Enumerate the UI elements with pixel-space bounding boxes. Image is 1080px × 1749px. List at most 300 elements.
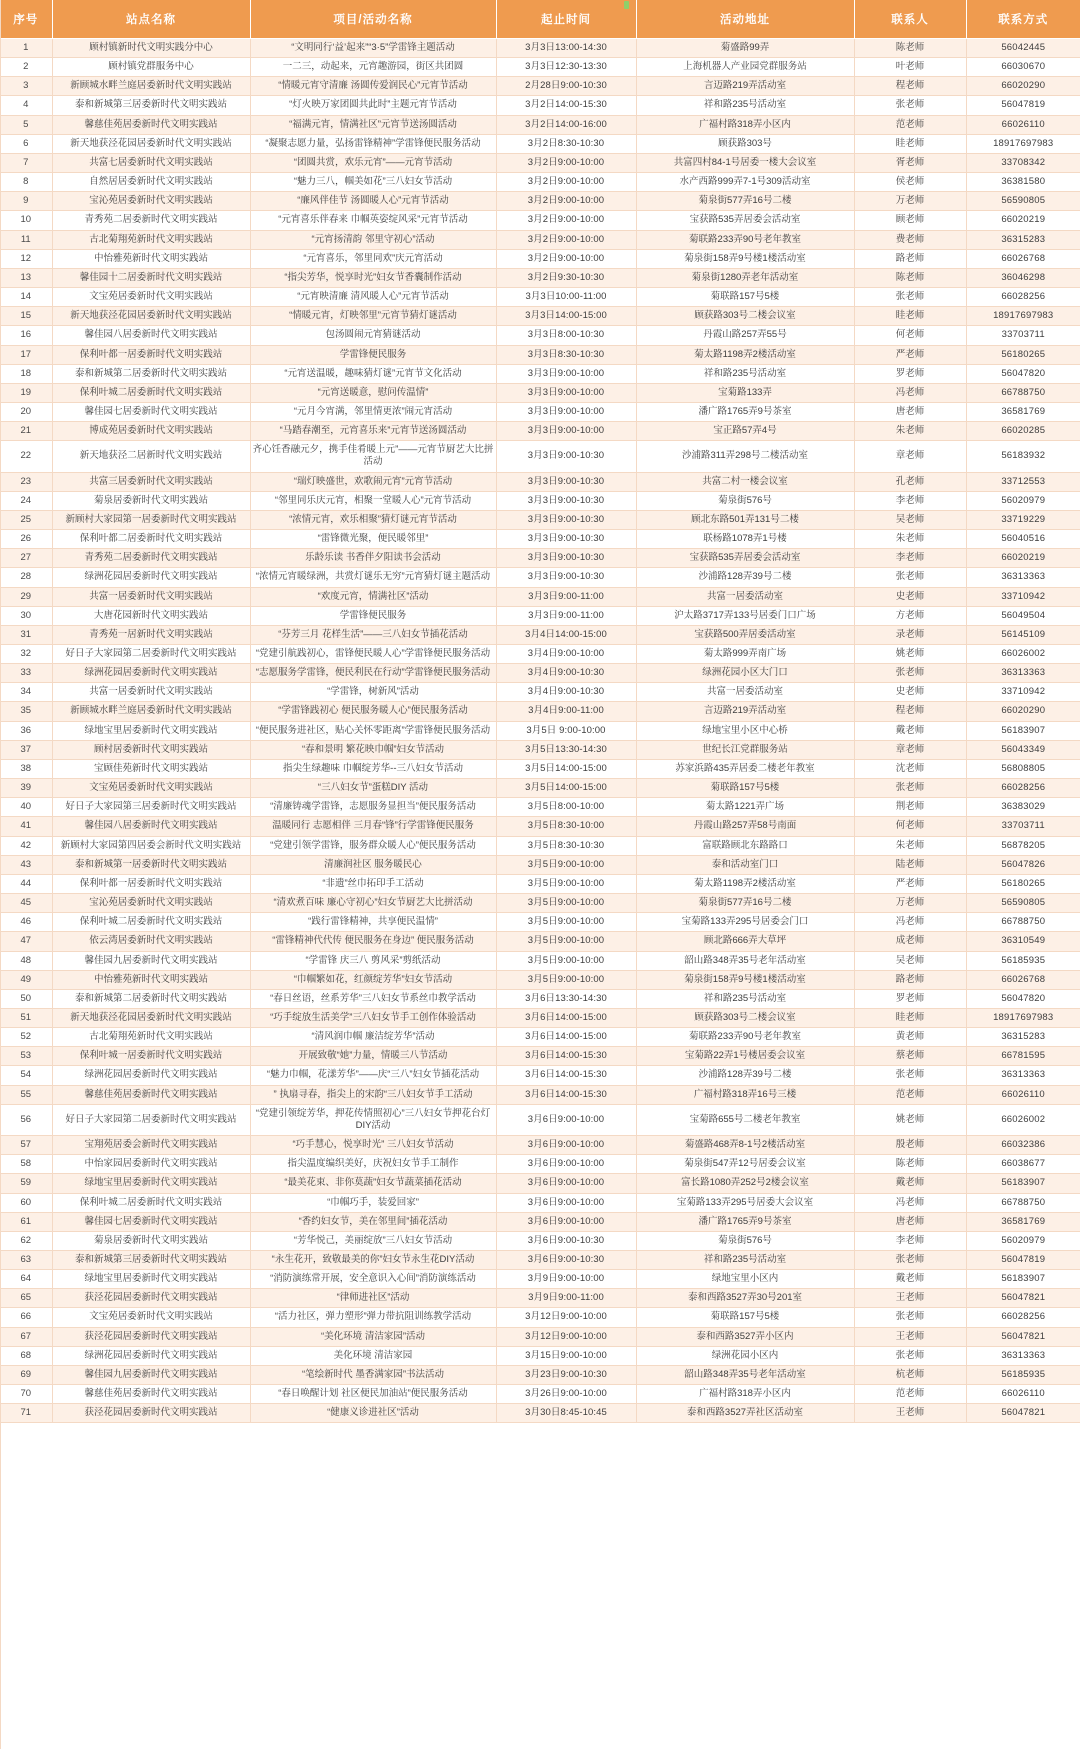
cell-site: 馨佳园八居委新时代文明实践站 — [52, 326, 250, 345]
cell-time: 3月3日9:00-10:30 — [496, 510, 636, 529]
cell-activity: “巧手绽放生活美学”三八妇女节手工创作体验活动 — [250, 1008, 496, 1027]
cell-address: 潘广路1765弄9号茶室 — [636, 1212, 854, 1231]
cell-contact: 严老师 — [854, 874, 966, 893]
cell-address: 绿地宝里小区中心桥 — [636, 721, 854, 740]
cell-contact: 唐老师 — [854, 402, 966, 421]
cell-time: 3月3日9:00-10:30 — [496, 472, 636, 491]
table-row — [0, 1231, 1080, 1250]
cell-time: 3月6日9:00-10:00 — [496, 1155, 636, 1174]
cell-activity: “党建引领绽芳华，押花传情照初心”三八妇女节押花台灯DIY活动 — [250, 1104, 496, 1135]
cell-time: 3月3日9:00-10:00 — [496, 364, 636, 383]
cell-activity: “芳华悦己，美丽绽放”三八妇女节活动 — [250, 1231, 496, 1250]
cell-site: 博成苑居委新时代文明实践站 — [52, 422, 250, 441]
cell-site: 中怡雅苑新时代文明实践站 — [52, 249, 250, 268]
cell-index: 46 — [0, 913, 52, 932]
cell-address: 苏家浜路435弄居委二楼老年教室 — [636, 759, 854, 778]
table-row — [0, 211, 1080, 230]
cell-contact: 陈老师 — [854, 268, 966, 287]
cell-index: 27 — [0, 549, 52, 568]
cell-contact: 何老师 — [854, 817, 966, 836]
cell-time: 3月6日9:00-10:00 — [496, 1212, 636, 1231]
cell-activity: “团圆共赏，欢乐元宵”——元宵节活动 — [250, 153, 496, 172]
cell-phone: 66028256 — [966, 779, 1080, 798]
cell-site: 依云湾居委新时代文明实践站 — [52, 932, 250, 951]
cell-site: 古北菊翔苑新时代文明实践站 — [52, 1028, 250, 1047]
cell-site: 馨慈佳苑居委新时代文明实践站 — [52, 115, 250, 134]
cell-activity: “浓情元宵暖绿洲，共赏灯谜乐无穷”元宵猜灯谜主题活动 — [250, 568, 496, 587]
table-row — [0, 625, 1080, 644]
cell-activity: “践行雷锋精神，共享便民温情” — [250, 913, 496, 932]
cell-site: 菊泉居委新时代文明实践站 — [52, 1231, 250, 1250]
cell-time: 3月4日9:00-10:00 — [496, 645, 636, 664]
table-row — [0, 702, 1080, 721]
cell-address: 祥和路235号活动室 — [636, 989, 854, 1008]
cell-activity: “情暖元宵，灯映邻里”元宵节猜灯谜活动 — [250, 307, 496, 326]
table-row — [0, 530, 1080, 549]
cell-phone: 33712553 — [966, 472, 1080, 491]
cell-site: 好日子大家园第三居委新时代文明实践站 — [52, 798, 250, 817]
cell-activity: “元宵送温暖，趣味猜灯谜”元宵节文化活动 — [250, 364, 496, 383]
cell-activity: 美化环境 清洁家园 — [250, 1346, 496, 1365]
cell-address: 菊泉街1280弄老年活动室 — [636, 268, 854, 287]
cell-activity: “学雷锋 庆三八 剪风采”剪纸活动 — [250, 951, 496, 970]
table-row — [0, 441, 1080, 472]
cell-time: 3月6日9:00-10:30 — [496, 1251, 636, 1270]
cell-contact: 张老师 — [854, 1346, 966, 1365]
cell-site: 获泾花园居委新时代文明实践站 — [52, 1289, 250, 1308]
cell-address: 菊泉街577弄16号二楼 — [636, 894, 854, 913]
cell-activity: “党建引航践初心，雷锋便民暖人心”学雷锋便民服务活动 — [250, 645, 496, 664]
table-row — [0, 1008, 1080, 1027]
cell-phone: 36313363 — [966, 664, 1080, 683]
cell-address: 菊联路233弄90号老年教室 — [636, 1028, 854, 1047]
table-row — [0, 96, 1080, 115]
cell-index: 14 — [0, 288, 52, 307]
cell-time: 3月5日14:00-15:00 — [496, 779, 636, 798]
cell-time: 3月6日9:00-10:00 — [496, 1136, 636, 1155]
cell-activity: 指尖生绿趣味 巾帼绽芳华--三八妇女节活动 — [250, 759, 496, 778]
cell-phone: 36313363 — [966, 1346, 1080, 1365]
table-row — [0, 268, 1080, 287]
cell-contact: 路老师 — [854, 249, 966, 268]
cell-contact: 张老师 — [854, 288, 966, 307]
cell-site: 新天地获泾花园居委新时代文明实践站 — [52, 1008, 250, 1027]
cell-index: 64 — [0, 1270, 52, 1289]
col-header-address: 活动地址 — [636, 0, 854, 39]
cell-activity: “香约妇女节，美在邻里间”插花活动 — [250, 1212, 496, 1231]
cell-phone: 56183907 — [966, 1270, 1080, 1289]
cell-address: 宝获路535弄居委会活动室 — [636, 549, 854, 568]
cell-time: 3月2日14:00-15:30 — [496, 96, 636, 115]
cell-contact: 李老师 — [854, 1231, 966, 1250]
table-row — [0, 970, 1080, 989]
cell-phone: 18917697983 — [966, 134, 1080, 153]
cell-phone: 18917697983 — [966, 307, 1080, 326]
cell-address: 菊太路999弄南广场 — [636, 645, 854, 664]
table-row — [0, 1270, 1080, 1289]
cell-phone: 66020219 — [966, 549, 1080, 568]
cell-contact: 王老师 — [854, 1289, 966, 1308]
cell-time: 3月3日10:00-11:00 — [496, 288, 636, 307]
cell-contact: 吴老师 — [854, 510, 966, 529]
cell-phone: 66026110 — [966, 1085, 1080, 1104]
cell-index: 49 — [0, 970, 52, 989]
cell-contact: 方老师 — [854, 606, 966, 625]
cell-phone: 66038677 — [966, 1155, 1080, 1174]
cell-time: 3月4日9:00-11:00 — [496, 702, 636, 721]
cell-time: 3月3日12:30-13:30 — [496, 58, 636, 77]
cell-contact: 戴老师 — [854, 721, 966, 740]
table-row — [0, 510, 1080, 529]
cell-site: 新顾村大家园第一居委新时代文明实践站 — [52, 510, 250, 529]
cell-phone: 66020290 — [966, 702, 1080, 721]
cell-address: 共富一居委活动室 — [636, 587, 854, 606]
cell-index: 34 — [0, 683, 52, 702]
cell-address: 宝菊路133弄 — [636, 383, 854, 402]
cell-site: 泰和新城第三居委新时代文明实践站 — [52, 1251, 250, 1270]
cell-index: 48 — [0, 951, 52, 970]
cell-index: 51 — [0, 1008, 52, 1027]
cell-activity: “魅力三八，帼美如花”三八妇女节活动 — [250, 173, 496, 192]
cell-address: 菊联路157号5楼 — [636, 1308, 854, 1327]
cell-phone: 66020290 — [966, 77, 1080, 96]
cell-time: 3月2日9:00-10:00 — [496, 230, 636, 249]
cell-index: 63 — [0, 1251, 52, 1270]
cell-phone: 56047819 — [966, 96, 1080, 115]
cell-index: 23 — [0, 472, 52, 491]
cell-index: 4 — [0, 96, 52, 115]
cell-activity: “学雷锋践初心 便民服务暖人心”便民服务活动 — [250, 702, 496, 721]
cell-index: 15 — [0, 307, 52, 326]
table-row — [0, 39, 1080, 58]
cell-time: 3月5日9:00-10:00 — [496, 874, 636, 893]
col-header-index: 序号 — [0, 0, 52, 39]
cell-phone: 36581769 — [966, 1212, 1080, 1231]
cell-index: 8 — [0, 173, 52, 192]
cell-activity: “元宵扬清韵 邻里守初心”活动 — [250, 230, 496, 249]
cell-address: 沪太路3717弄133号居委门口广场 — [636, 606, 854, 625]
cell-address: 富联路顾北东路路口 — [636, 836, 854, 855]
cell-time: 3月2日9:00-10:00 — [496, 211, 636, 230]
cell-site: 获泾花园居委新时代文明实践站 — [52, 1327, 250, 1346]
cell-activity: “元宵喜乐，邻里同欢”庆元宵活动 — [250, 249, 496, 268]
cell-site: 馨佳园七居委新时代文明实践站 — [52, 402, 250, 421]
cell-activity: “学雷锋，树新风”活动 — [250, 683, 496, 702]
table-row — [0, 1085, 1080, 1104]
cell-time: 3月3日9:00-10:30 — [496, 491, 636, 510]
cell-index: 5 — [0, 115, 52, 134]
cell-index: 26 — [0, 530, 52, 549]
cell-address: 泰和活动室门口 — [636, 855, 854, 874]
cell-contact: 陈老师 — [854, 39, 966, 58]
table-row — [0, 115, 1080, 134]
cell-index: 37 — [0, 740, 52, 759]
table-row — [0, 134, 1080, 153]
cell-site: 宝沁苑居委新时代文明实践站 — [52, 192, 250, 211]
cell-address: 泰和西路3527弄30号201室 — [636, 1289, 854, 1308]
cell-site: 绿地宝里居委新时代文明实践站 — [52, 1270, 250, 1289]
cell-site: 宝翔苑居委会新时代文明实践站 — [52, 1136, 250, 1155]
cell-activity: “芬芳三月 花样生活”——三八妇女节插花活动 — [250, 625, 496, 644]
cell-site: 中怡家园居委新时代文明实践站 — [52, 1155, 250, 1174]
table-row — [0, 913, 1080, 932]
cell-index: 3 — [0, 77, 52, 96]
cell-activity: “廉风伴佳节 汤圆暖人心”元宵节活动 — [250, 192, 496, 211]
cell-site: 馨佳园八居委新时代文明实践站 — [52, 817, 250, 836]
cell-phone: 66026110 — [966, 115, 1080, 134]
cell-address: 宝菊路22弄1号楼居委会议室 — [636, 1047, 854, 1066]
cell-contact: 张老师 — [854, 1066, 966, 1085]
cell-activity: “便民服务进社区，贴心关怀零距离”学雷锋便民服务活动 — [250, 721, 496, 740]
cell-site: 共富一居委新时代文明实践站 — [52, 683, 250, 702]
table-row — [0, 1193, 1080, 1212]
cell-activity: “文明同行‘益’起来”“3·5”学雷锋主题活动 — [250, 39, 496, 58]
table-row — [0, 1327, 1080, 1346]
cell-index: 57 — [0, 1136, 52, 1155]
col-header-activity: 项目/活动名称 — [250, 0, 496, 39]
cell-phone: 33703711 — [966, 326, 1080, 345]
cell-phone: 66020219 — [966, 211, 1080, 230]
cell-phone: 33703711 — [966, 817, 1080, 836]
cell-site: 保利叶城二居委新时代文明实践站 — [52, 1193, 250, 1212]
cell-activity: “清廉铸魂学雷锋，志愿服务显担当”便民服务活动 — [250, 798, 496, 817]
cell-contact: 路老师 — [854, 970, 966, 989]
cell-contact: 罗老师 — [854, 989, 966, 1008]
cell-index: 42 — [0, 836, 52, 855]
cell-index: 60 — [0, 1193, 52, 1212]
cell-contact: 范老师 — [854, 1385, 966, 1404]
table-row — [0, 307, 1080, 326]
cell-activity: “清风润巾帼 廉洁绽芳华”活动 — [250, 1028, 496, 1047]
cell-time: 3月9日9:00-11:00 — [496, 1289, 636, 1308]
table-row — [0, 894, 1080, 913]
cell-address: 菊太路1198弄2楼活动室 — [636, 345, 854, 364]
table-row — [0, 1289, 1080, 1308]
cell-time: 3月6日14:00-15:30 — [496, 1066, 636, 1085]
cell-contact: 黄老师 — [854, 1028, 966, 1047]
cell-activity: “巧手慧心，悦享时光” 三八妇女节活动 — [250, 1136, 496, 1155]
cell-time: 3月6日14:00-15:00 — [496, 1028, 636, 1047]
cell-activity: “元宵喜乐伴春来 巾帼英姿绽风采”元宵节活动 — [250, 211, 496, 230]
cell-phone: 36315283 — [966, 1028, 1080, 1047]
cell-index: 7 — [0, 153, 52, 172]
cell-time: 3月23日9:00-10:30 — [496, 1365, 636, 1384]
cell-site: 保利叶城一居委新时代文明实践站 — [52, 1047, 250, 1066]
cell-activity: 一二三，动起来，元宵趣游园，街区共团圆 — [250, 58, 496, 77]
cell-address: 绿地宝里小区内 — [636, 1270, 854, 1289]
cell-address: 顾获路303号二楼会议室 — [636, 1008, 854, 1027]
cell-site: 青秀苑二居委新时代文明实践站 — [52, 211, 250, 230]
cell-activity: “灯火映万家团圆共此时”主题元宵节活动 — [250, 96, 496, 115]
cell-activity: 学雷锋便民服务 — [250, 606, 496, 625]
cell-time: 3月3日9:00-10:00 — [496, 422, 636, 441]
cell-site: 好日子大家园第二居委新时代文明实践站 — [52, 1104, 250, 1135]
table-row — [0, 1212, 1080, 1231]
cell-address: 菊泉街577弄16号二楼 — [636, 192, 854, 211]
cell-activity: “情暖元宵守清廉 汤圆传爱润民心”元宵节活动 — [250, 77, 496, 96]
cell-address: 水产西路999弄7-1号309活动室 — [636, 173, 854, 192]
cell-site: 新顾城水畔兰庭居委新时代文明实践站 — [52, 702, 250, 721]
cell-contact: 叶老师 — [854, 58, 966, 77]
cell-site: 绿洲花园居委新时代文明实践站 — [52, 664, 250, 683]
cell-activity: “健康义诊进社区”活动 — [250, 1404, 496, 1423]
table-row — [0, 1066, 1080, 1085]
cell-contact: 朱老师 — [854, 836, 966, 855]
cell-site: 馨佳园十二居委新时代文明实践站 — [52, 268, 250, 287]
cell-phone: 56183932 — [966, 441, 1080, 472]
cell-site: 青秀苑一居新时代文明实践站 — [52, 625, 250, 644]
cell-site: 顾村居委新时代文明实践站 — [52, 740, 250, 759]
cell-index: 44 — [0, 874, 52, 893]
cell-time: 3月3日9:00-10:00 — [496, 402, 636, 421]
cell-activity: “消防演练常开展，安全意识入心间”消防演练活动 — [250, 1270, 496, 1289]
cell-site: 顾村镇党群服务中心 — [52, 58, 250, 77]
cell-address: 祥和路235号活动室 — [636, 364, 854, 383]
cell-site: 绿洲花园居委新时代文明实践站 — [52, 1066, 250, 1085]
table-row — [0, 721, 1080, 740]
cell-time: 3月3日9:00-10:00 — [496, 383, 636, 402]
cell-index: 19 — [0, 383, 52, 402]
cell-time: 3月3日9:00-10:30 — [496, 530, 636, 549]
cell-contact: 罗老师 — [854, 364, 966, 383]
table-row — [0, 364, 1080, 383]
table-row — [0, 549, 1080, 568]
cell-site: 绿洲花园居委新时代文明实践站 — [52, 568, 250, 587]
cell-index: 31 — [0, 625, 52, 644]
cell-site: 古北菊翔苑新时代文明实践站 — [52, 230, 250, 249]
cell-address: 世纪长江党群服务站 — [636, 740, 854, 759]
cell-contact: 张老师 — [854, 1251, 966, 1270]
table-row — [0, 288, 1080, 307]
table-row — [0, 568, 1080, 587]
cell-address: 泰和西路3527弄小区内 — [636, 1327, 854, 1346]
cell-index: 24 — [0, 491, 52, 510]
table-row — [0, 192, 1080, 211]
table-row — [0, 1104, 1080, 1135]
cell-contact: 张老师 — [854, 96, 966, 115]
col-header-time: 起止时间 — [496, 0, 636, 39]
cell-address: 菊盛路99弄 — [636, 39, 854, 58]
cell-site: 青秀苑二居委新时代文明实践站 — [52, 549, 250, 568]
cell-index: 56 — [0, 1104, 52, 1135]
cell-activity: “巾帼巧手，装爱回家” — [250, 1193, 496, 1212]
cell-activity: ” 执扇寻春，指尖上的宋韵“三八妇女节手工活动 — [250, 1085, 496, 1104]
cell-site: 新顾村大家园第四居委会新时代文明实践站 — [52, 836, 250, 855]
cell-address: 共富四村84-1号居委一楼大会议室 — [636, 153, 854, 172]
cell-phone: 56020979 — [966, 491, 1080, 510]
cell-time: 3月12日9:00-10:00 — [496, 1327, 636, 1346]
cell-time: 3月26日9:00-10:00 — [496, 1385, 636, 1404]
cell-phone: 56040516 — [966, 530, 1080, 549]
cell-index: 71 — [0, 1404, 52, 1423]
cell-contact: 史老师 — [854, 587, 966, 606]
table-row — [0, 855, 1080, 874]
cell-address: 宝获路535弄居委会活动室 — [636, 211, 854, 230]
cell-index: 61 — [0, 1212, 52, 1231]
cell-phone: 56183907 — [966, 721, 1080, 740]
cell-site: 新天地获泾花园居委新时代文明实践站 — [52, 307, 250, 326]
cell-contact: 孔老师 — [854, 472, 966, 491]
cell-address: 沙浦路128弄39号二楼 — [636, 1066, 854, 1085]
cell-address: 联杨路1078弄1号楼 — [636, 530, 854, 549]
cell-contact: 王老师 — [854, 1327, 966, 1346]
cell-phone: 56590805 — [966, 894, 1080, 913]
cell-time: 3月3日9:00-11:00 — [496, 587, 636, 606]
cell-index: 11 — [0, 230, 52, 249]
cell-contact: 侯老师 — [854, 173, 966, 192]
cell-address: 祥和路235号活动室 — [636, 96, 854, 115]
cell-contact: 朱老师 — [854, 422, 966, 441]
cell-index: 66 — [0, 1308, 52, 1327]
cell-phone: 36313363 — [966, 568, 1080, 587]
cell-activity: “凝聚志愿力量，弘扬雷锋精神”学雷锋便民服务活动 — [250, 134, 496, 153]
table-row — [0, 472, 1080, 491]
cell-phone: 56878205 — [966, 836, 1080, 855]
cell-site: 新天地获泾花园居委新时代文明实践站 — [52, 134, 250, 153]
cell-phone: 36310549 — [966, 932, 1080, 951]
cell-phone: 36313363 — [966, 1066, 1080, 1085]
cell-contact: 冯老师 — [854, 383, 966, 402]
cell-contact: 殷老师 — [854, 1136, 966, 1155]
cell-address: 菊太路1198弄2楼活动室 — [636, 874, 854, 893]
cell-site: 共富七居委新时代文明实践站 — [52, 153, 250, 172]
cell-contact: 张老师 — [854, 568, 966, 587]
cell-address: 顾北路666弄大草坪 — [636, 932, 854, 951]
cell-index: 65 — [0, 1289, 52, 1308]
cell-time: 3月3日14:00-15:00 — [496, 307, 636, 326]
cell-time: 3月2日9:00-10:00 — [496, 192, 636, 211]
cell-phone: 56047821 — [966, 1289, 1080, 1308]
cell-index: 68 — [0, 1346, 52, 1365]
cell-activity: “党建引领学雷锋，服务群众暖人心”便民服务活动 — [250, 836, 496, 855]
cell-phone: 66788750 — [966, 1193, 1080, 1212]
cell-time: 3月4日9:00-10:30 — [496, 683, 636, 702]
cell-index: 40 — [0, 798, 52, 817]
table-row — [0, 1047, 1080, 1066]
cell-activity: “欢度元宵，情满社区”活动 — [250, 587, 496, 606]
cell-index: 17 — [0, 345, 52, 364]
cell-index: 47 — [0, 932, 52, 951]
cell-index: 67 — [0, 1327, 52, 1346]
cell-phone: 56049504 — [966, 606, 1080, 625]
cell-contact: 费老师 — [854, 230, 966, 249]
cell-time: 3月2日8:30-10:30 — [496, 134, 636, 153]
cell-index: 13 — [0, 268, 52, 287]
cell-address: 宝菊路133弄295号居委大会议室 — [636, 1193, 854, 1212]
cell-time: 3月3日9:00-10:30 — [496, 549, 636, 568]
table-row — [0, 1404, 1080, 1423]
cell-time: 3月5日9:00-10:00 — [496, 894, 636, 913]
cell-site: 宝沁苑居委新时代文明实践站 — [52, 894, 250, 913]
cell-activity: “笔绘新时代 墨香满家园”书法活动 — [250, 1365, 496, 1384]
cell-contact: 冯老师 — [854, 913, 966, 932]
cell-index: 18 — [0, 364, 52, 383]
cell-contact: 胥老师 — [854, 153, 966, 172]
cell-time: 3月5日13:30-14:30 — [496, 740, 636, 759]
cell-site: 馨慈佳苑居委新时代文明实践站 — [52, 1085, 250, 1104]
table-row — [0, 779, 1080, 798]
cell-time: 3月5日9:00-10:00 — [496, 951, 636, 970]
cell-phone: 66026002 — [966, 1104, 1080, 1135]
col-header-contact: 联系人 — [854, 0, 966, 39]
cell-activity: “最美花束、非你莫蔬”妇女节蔬菜插花活动 — [250, 1174, 496, 1193]
cell-address: 顾北东路501弄131号二楼 — [636, 510, 854, 529]
cell-contact: 张老师 — [854, 1308, 966, 1327]
cell-time: 3月5日8:30-10:30 — [496, 836, 636, 855]
cell-activity: 温暖同行 志愿相伴 三月春“锋”行学雷锋便民服务 — [250, 817, 496, 836]
table-row — [0, 664, 1080, 683]
cell-phone: 36381580 — [966, 173, 1080, 192]
